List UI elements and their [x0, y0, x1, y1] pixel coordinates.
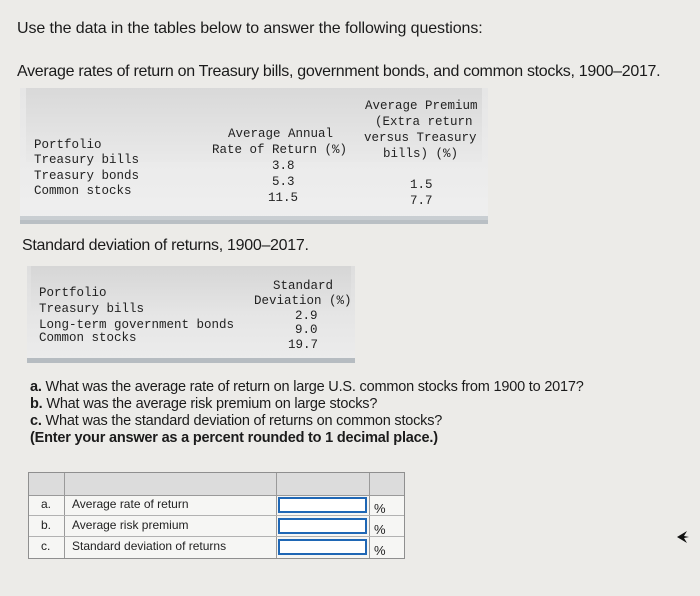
question-b-label: b.: [30, 396, 43, 412]
t2-row-sd: 2.9: [295, 309, 318, 323]
table1-title: Average rates of return on Treasury bills, government bonds, and common stocks, 1900–2017.: [17, 63, 661, 80]
std-dev-input[interactable]: [278, 539, 367, 555]
percent-unit: %: [374, 522, 386, 537]
question-c: [30, 413, 442, 429]
returns-table-rule: [20, 220, 488, 224]
answer-row-label: Average rate of return: [72, 497, 189, 511]
answer-row-letter: b.: [41, 518, 52, 532]
answer-row-letter: a.: [41, 497, 52, 511]
stddev-table-rule: [27, 358, 355, 363]
t1-header-prem-line2: (Extra return: [375, 115, 473, 129]
t1-row-premium: 1.5: [410, 178, 433, 192]
percent-unit: %: [374, 501, 386, 516]
table2-title: Standard deviation of returns, 1900–2017.: [22, 237, 309, 254]
mouse-cursor-icon: [676, 530, 690, 544]
t1-row-avg: 3.8: [272, 159, 295, 173]
question-c-label: c.: [30, 413, 42, 429]
t1-row-portfolio: Treasury bills: [34, 153, 140, 167]
answer-row-letter: c.: [41, 539, 51, 553]
t1-header-prem-line1: Average Premium: [365, 99, 478, 113]
t2-row-portfolio: Common stocks: [39, 331, 137, 345]
answer-row-label: Standard deviation of returns: [72, 539, 227, 553]
t2-header-portfolio: Portfolio: [39, 286, 107, 300]
t2-row-sd: 9.0: [295, 323, 318, 337]
instruction-note: (Enter your answer as a percent rounded to 1 decimal place.): [30, 430, 438, 446]
t1-row-avg: 11.5: [268, 191, 299, 205]
question-a-text: What was the average rate of return on large U.S. common stocks from 1900 to 2017?: [41, 379, 584, 395]
answer-table: [28, 472, 405, 559]
t1-row-portfolio: Treasury bonds: [34, 169, 140, 183]
answer-table-row-line: [29, 536, 404, 537]
t1-header-portfolio: Portfolio: [34, 138, 102, 152]
t1-row-portfolio: Common stocks: [34, 184, 132, 198]
answer-table-header: [29, 473, 404, 496]
question-b: [30, 396, 377, 412]
t1-row-premium: 7.7: [410, 194, 433, 208]
t2-row-sd: 19.7: [288, 338, 319, 352]
t1-header-avg-line2: Rate of Return (%): [212, 143, 348, 157]
intro-text: Use the data in the tables below to answer the following questions:: [17, 20, 483, 37]
risk-premium-input[interactable]: [278, 518, 367, 534]
t2-header-sd-line2: Deviation (%): [254, 294, 352, 308]
avg-return-input[interactable]: [278, 497, 367, 513]
t1-header-avg-line1: Average Annual: [228, 127, 334, 141]
answer-row-label: Average risk premium: [72, 518, 189, 532]
percent-unit: %: [374, 543, 386, 558]
t2-row-portfolio: Long-term government bonds: [39, 318, 235, 332]
t1-row-avg: 5.3: [272, 175, 295, 189]
question-a-label: a.: [30, 379, 42, 395]
t1-header-prem-line4: bills) (%): [383, 147, 459, 161]
question-b-text: What was the average risk premium on large stocks?: [42, 396, 378, 412]
t2-row-portfolio: Treasury bills: [39, 302, 145, 316]
question-c-text: What was the standard deviation of returns on common stocks?: [41, 413, 443, 429]
question-a: [30, 379, 584, 395]
t2-header-sd-line1: Standard: [273, 279, 334, 293]
answer-table-row-line: [29, 515, 404, 516]
t1-header-prem-line3: versus Treasury: [364, 131, 477, 145]
